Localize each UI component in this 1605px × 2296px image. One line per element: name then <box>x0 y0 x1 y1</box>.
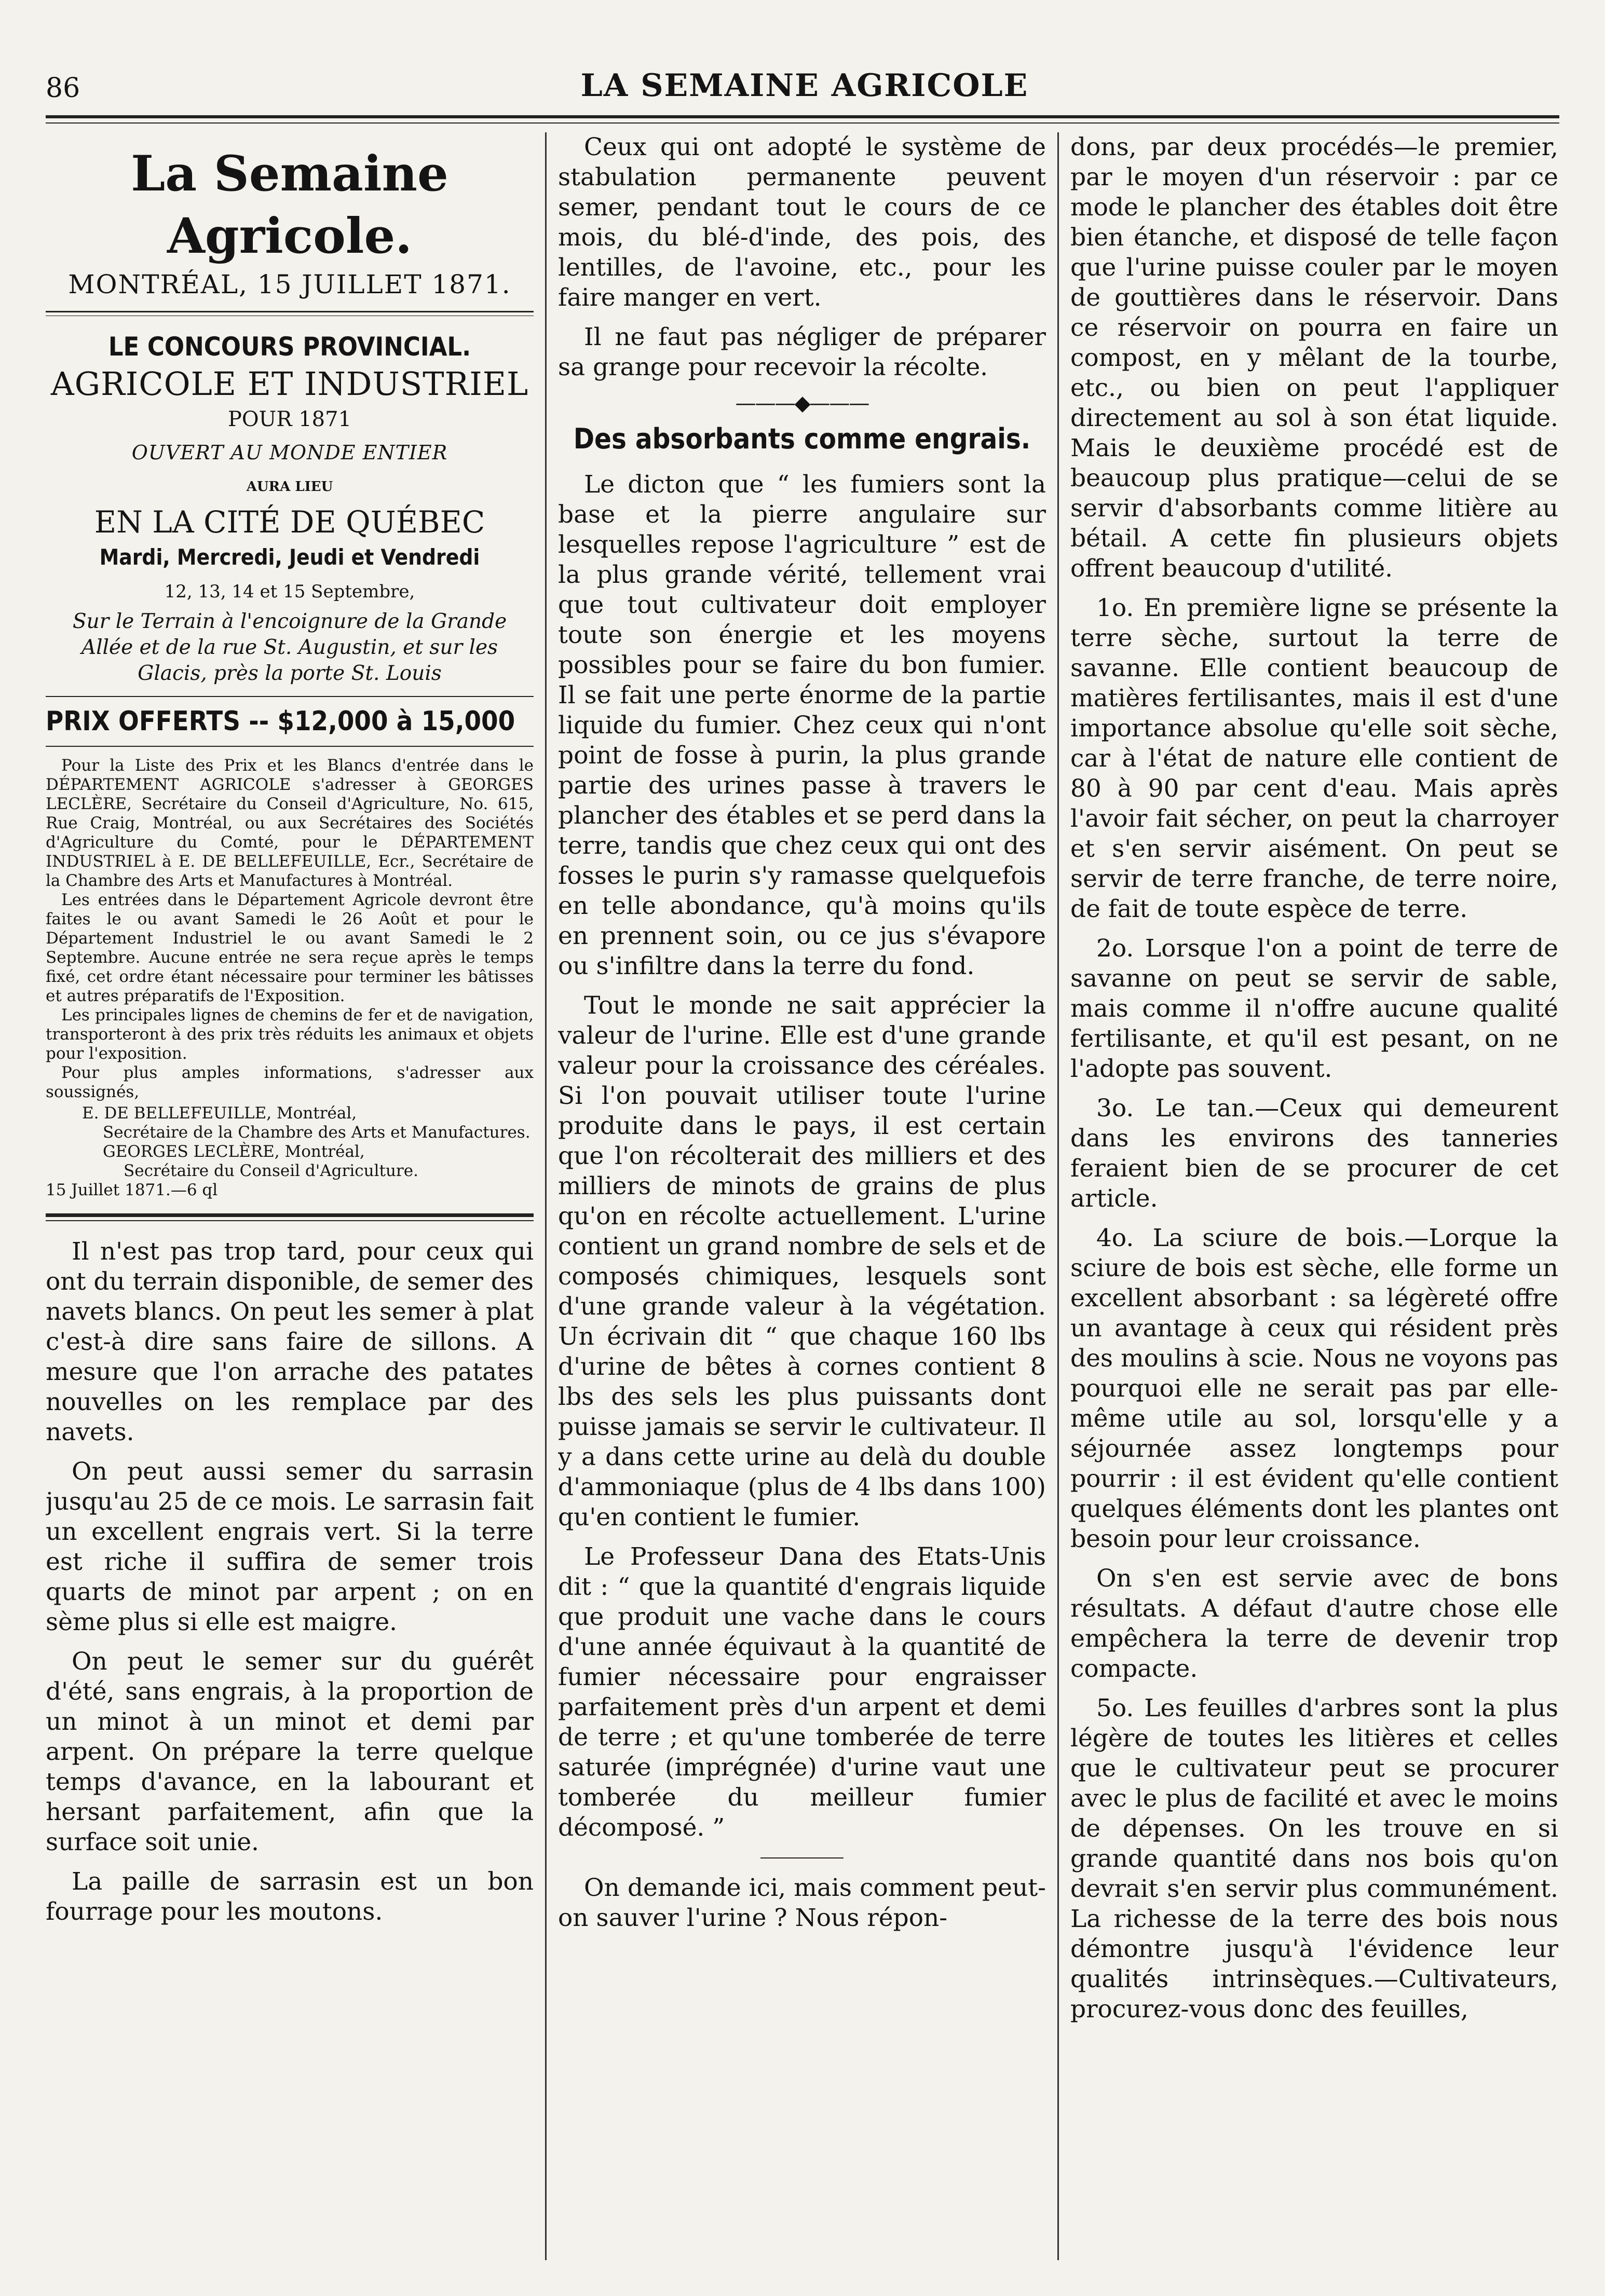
column-2 <box>558 132 1046 2265</box>
paragraph: 3o. Le tan.—Ceux qui demeurent dans les environs des tanneries feraient bien de se procurer de cet article. <box>1070 1094 1558 1213</box>
signature-title: Secrétaire du Conseil d'Agriculture. <box>124 1161 418 1180</box>
announcement-paragraph: Les entrées dans le Département Agricole devront être faites le ou avant Samedi le 26 Août et pour le Département Industriel le ou avant Samedi le 2 Septembre. Aucune entrée ne sera reçue après le temps fixé, cet ordre étant nécessaire pour terminer les bâtisses et autres préparatifs de l'Exposition. <box>46 891 534 1005</box>
announcement-heading: LE CONCOURS PROVINCIAL. <box>108 332 471 362</box>
paragraph: Tout le monde ne sait apprécier la valeur de l'urine. Elle est d'une grande valeur pour la croissance des céréales. Si l'on pouvait utiliser toute l'urine produite dans le pays, il est certain que l'on récolterait des milliers et des milliers de minots de grains de plus qu'on en récolte actuellement. L'urine contient un grand nombre de sels et de composés chimiques, lesquels sont d'une grande valeur à la végétation. Un écrivain dit “ que chaque 160 lbs d'urine de bêtes à cornes contient 8 lbs des sels les plus puissants dont puisse jamais se servir le cultivateur. Il y a dans cette urine au delà du double d'ammoniaque (plus de 4 lbs dans 100) qu'en contient le fumier. <box>558 991 1046 1532</box>
paragraph: La paille de sarrasin est un bon fourrage pour les moutons. <box>46 1867 534 1926</box>
paragraph: Il n'est pas trop tard, pour ceux qui ont du terrain disponible, de semer des navets blancs. On peut les semer à plat c'est-à dire sans faire de sillons. A mesure que l'on arrache des patates nouvelles on les remplace par des navets. <box>46 1237 534 1446</box>
paragraph: dons, par deux procédés—le premier, par le moyen d'un réservoir : par ce mode le plancher des étables doit être bien étanche, et disposé de telle façon que l'urine puisse couler par le moyen de gouttières dans le réservoir. Dans ce réservoir on pourra en faire un compost, en y mêlant de la tourbe, etc., ou bien on peut l'appliquer directement au sol à son état liquide. Mais le deuxième procédé est de beaucoup plus pratique—celui de se servir d'absorbants comme litière au bétail. A cette fin plusieurs objets offrent beaucoup d'utilité. <box>1070 133 1558 583</box>
announcement-open: OUVERT AU MONDE ENTIER <box>131 441 448 464</box>
paragraph: On peut aussi semer du sarrasin jusqu'au 25 de ce mois. Le sarrasin fait un excellent engrais vert. Si la terre est riche il suffira de semer trois quarts de minot par arpent ; on en sème plus si elle est maigre. <box>46 1457 534 1636</box>
divider <box>46 696 534 697</box>
signature-name: E. DE BELLEFEUILLE, Montréal, <box>82 1104 357 1123</box>
paragraph: On s'en est servie avec de bons résultats. A défaut d'autre chose elle empêchera la terre de devenir trop compacte. <box>1070 1564 1558 1683</box>
announcement-city: EN LA CITÉ DE QUÉBEC <box>94 504 485 540</box>
announcement-end-rule <box>46 1213 534 1221</box>
column-divider <box>545 132 547 2260</box>
signatures <box>46 1104 534 1200</box>
announcement-days: Mardi, Mercredi, Jeudi et Vendredi <box>99 544 480 570</box>
paragraph: 1o. En première ligne se présente la terre sèche, surtout la terre de savanne. Elle contient beaucoup de matières fertilisantes, mais il est d'une importance absolue qu'elle soit sèche, car à l'état de nature elle contient de 80 à 90 par cent d'eau. Mais après l'avoir fait sécher, on peut la charroyer et s'en servir aisément. On peut se servir de terre franche, de terre noire, de fait de toute espèce de terre. <box>1070 594 1558 923</box>
paragraph: 2o. Lorsque l'on a point de terre de savanne on peut se servir de sable, mais comme il n'offre aucune qualité fertilisante, et qu'il est pesant, on ne l'adopte pas souvent. <box>1070 934 1558 1083</box>
announcement-location: Sur le Terrain à l'encoignure de la Grande Allée et de la rue St. Augustin, et sur les Glacis, près la porte St. Louis <box>72 610 507 685</box>
paragraph: 4o. La sciure de bois.—Lorque la sciure de bois est sèche, elle forme un excellent absorbant : sa légèreté offre un avantage à ceux qui résident près des moulins à scie. Nous ne voyons pas pourquoi elle ne serait pas par elle-même utile au sol, lorsqu'elle y a séjournée assez longtemps pour pourrir : il est évident qu'elle contient quelques éléments dont les plantes ont besoin pour leur croissance. <box>1070 1224 1558 1553</box>
announcement-paragraph: Les principales lignes de chemins de fer et de navigation, transporteront à des prix très réduits les animaux et objets pour l'exposition. <box>46 1006 534 1063</box>
signature-title: Secrétaire de la Chambre des Arts et Manufactures. <box>103 1123 531 1142</box>
ornament-divider: ———◆——— <box>735 391 869 415</box>
running-title: LA SEMAINE AGRICOLE <box>580 67 1029 104</box>
column-divider <box>1057 132 1059 2260</box>
column-1 <box>46 132 534 2265</box>
paragraph: Le dicton que “ les fumiers sont la base et la pierre angulaire sur lesquelles repose l'agriculture ” est de la plus grande vérité, tellement vrai que tout cultivateur doit employer toute son énergie et les moyens possibles pour se faire du bon fumier. Il se fait une perte énorme de la partie liquide du fumier. Chez ceux qui n'ont point de fosse à purin, la plus grande partie des urines passe à travers le plancher des étables et se perd dans la terre, tandis que chez ceux qui ont des fosses le purin s'y ramasse quelquefois en telle abondance, qu'à moins qu'ils en prennent soin, ou ce jus s'évapore ou s'infiltre dans la terre du fond. <box>558 470 1046 980</box>
announcement-dates: 12, 13, 14 et 15 Septembre, <box>164 581 415 602</box>
dateline: MONTRÉAL, 15 JUILLET 1871. <box>68 269 511 299</box>
page-number: 86 <box>46 73 80 104</box>
column-3 <box>1070 132 1558 2265</box>
paragraph: Ceux qui ont adopté le système de stabulation permanente peuvent semer, pendant tout le cours de ce mois, du blé-d'inde, des pois, des lentilles, de l'avoine, etc., pour les faire manger en vert. <box>558 133 1046 312</box>
announcement-footer: 15 Juillet 1871.—6 ql <box>46 1181 218 1199</box>
announcement-year: POUR 1871 <box>227 407 352 431</box>
prize-label: PRIX OFFERTS -- $12,000 à 15,000 <box>46 706 515 737</box>
short-divider <box>760 1857 844 1858</box>
signature-name: GEORGES LECLÈRE, Montréal, <box>103 1142 365 1161</box>
announcement-paragraph: Pour plus amples informations, s'adresser aux soussignés, <box>46 1063 534 1101</box>
announcement-body <box>46 756 534 1102</box>
prize-heading <box>46 706 534 736</box>
paragraph: Le Professeur Dana des Etats-Unis dit : “ que la quantité d'engrais liquide que produit une vache dans le cours d'une année équivaut à la quantité de fumier nécessaire pour engraisser parfaitement près d'un arpent et demi de terre ; et qu'une tomberée de terre saturée (imprégnée) d'urine vaut une tomberée du meilleur fumier décomposé. ” <box>558 1542 1046 1842</box>
paragraph: 5o. Les feuilles d'arbres sont la plus légère de toutes les litières et celles que le cultivateur peut se procurer avec le plus de facilité et avec le moins de dépenses. On les trouve en si grande quantité dans nos bois qu'on devrait s'en servir plus communément. La richesse de la terre des bois nous démontre jusqu'à l'évidence leur qualités intrinsèques.—Cultivateurs, procurez-vous donc des feuilles, <box>1070 1694 1558 2024</box>
divider <box>46 746 534 747</box>
header-rule <box>46 115 1559 118</box>
announcement <box>46 332 534 687</box>
paragraph: On peut le semer sur du guérêt d'été, sans engrais, à la proportion de un minot à un minot et demi par arpent. On prépare la terre quelque temps d'avance, en la labourant et hersant parfaitement, afin que la surface soit unie. <box>46 1647 534 1856</box>
masthead-title: La Semaine Agricole. <box>131 145 448 265</box>
announcement-paragraph: Pour la Liste des Prix et les Blancs d'entrée dans le DÉPARTEMENT AGRICOLE s'adresser à GEORGES LECLÈRE, Secrétaire du Conseil d'Agriculture, No. 615, Rue Craig, Montréal, ou aux Secrétaires des Sociétés d'Agriculture du Comté, pour le DÉPARTEMENT INDUSTRIEL à E. DE BELLEFEUILLE, Ecr., Secrétaire de la Chambre des Arts et Manufactures à Montréal. <box>46 756 534 890</box>
paragraph: Il ne faut pas négliger de préparer sa grange pour recevoir la récolte. <box>558 323 1046 381</box>
section-title: Des absorbants comme engrais. <box>573 422 1031 455</box>
header-rule-thin <box>46 122 1559 124</box>
announcement-subheading: AGRICOLE ET INDUSTRIEL <box>50 365 529 403</box>
article-col1 <box>46 1237 534 1927</box>
paragraph: On demande ici, mais comment peut-on sauver l'urine ? Nous répon- <box>558 1874 1046 1932</box>
announcement-aura-lieu: AURA LIEU <box>246 479 333 495</box>
masthead-rule <box>46 311 534 316</box>
